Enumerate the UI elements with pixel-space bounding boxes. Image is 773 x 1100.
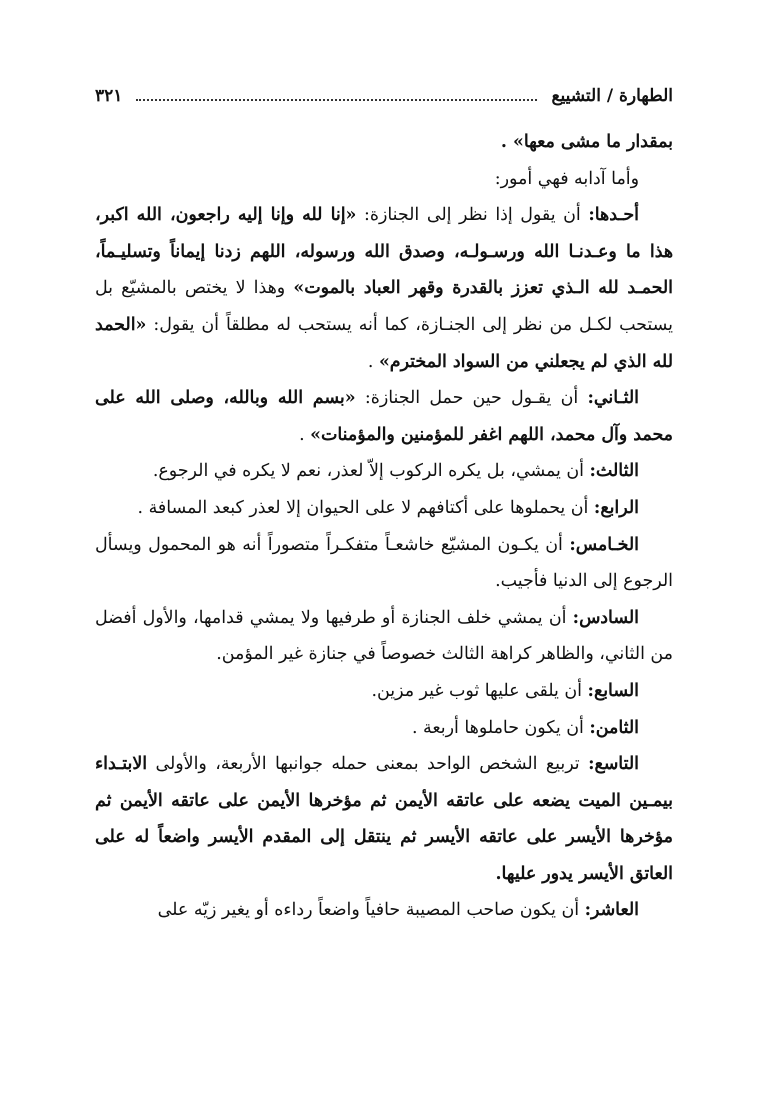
item-text: أن يمشي، بل يكره الركوب إلاّ لعذر، نعم لا يكره في الرجوع. xyxy=(152,461,590,482)
page xyxy=(95,86,673,929)
continuation-line: بمقدار ما مشى معها» . xyxy=(500,132,673,152)
adab-intro: وأما آدابه فهي أمور: xyxy=(494,168,639,189)
supplication-text: «بسم الله وبالله، وصلى الله على محمد وآل محمد، اللهم اغفر للمؤمنين والمؤمنات» xyxy=(95,388,673,445)
adab-item-seventh xyxy=(95,673,673,710)
item-label: الثالث: xyxy=(589,461,639,482)
adab-list xyxy=(95,197,673,929)
item-text: تربيع الشخص الواحد بمعنى حمله جوانبها الأربعة، والأولى xyxy=(147,754,589,775)
adab-item-sixth xyxy=(95,600,673,673)
item-label: السادس: xyxy=(572,607,639,628)
adab-item-fourth xyxy=(95,490,673,527)
adab-item-tenth xyxy=(95,892,673,929)
item-text: أن يمشي خلف الجنازة أو طرفيها ولا يمشي قدامها، والأول أفضل من الثاني، والظاهر كراهة الثالث خصوصاً في جنازة غير المؤمن. xyxy=(95,607,673,665)
item-text: أن يلقى عليها ثوب غير مزين. xyxy=(371,680,588,701)
item-text: . xyxy=(367,351,379,372)
item-text: . xyxy=(299,424,311,445)
item-text: وهذا لا يختص بالمشيّع بل يستحب لكـل من نظر إلى الجنـازة، كما أنه يستحب له مطلقاً أن يقول: xyxy=(95,278,673,335)
header-title: الطهارة / التشييع xyxy=(551,86,673,106)
item-label: أحـدها: xyxy=(588,205,640,226)
adab-item-first xyxy=(95,197,673,380)
item-text: أن يقول إذا نظر إلى الجنازة: xyxy=(356,205,589,226)
adab-item-ninth xyxy=(95,746,673,892)
item-label: السابع: xyxy=(587,680,639,701)
supplication-text: «الحمد لله الذي لم يجعلني من السواد المخترم» xyxy=(95,314,673,372)
item-label: الثامن: xyxy=(589,717,639,738)
item-label: الرابع: xyxy=(593,497,639,518)
running-header xyxy=(95,86,673,120)
item-text: أن يقـول حين حمل الجنازة: xyxy=(355,388,588,409)
adab-item-fifth xyxy=(95,527,673,600)
item-label: الثـاني: xyxy=(587,388,639,409)
item-label: العاشر: xyxy=(584,900,639,921)
item-text: أن يكون حاملوها أربعة . xyxy=(412,717,590,738)
item-text: أن يكون صاحب المصيبة حافياً واضعاً رداءه أو يغير زيّه على xyxy=(157,900,585,921)
item-text: أن يحملوها على أكتافهم لا على الحيوان إلا لعذر كبعد المسافة . xyxy=(137,497,594,518)
item-text: أن يكـون المشيّع خاشعـاً متفكـراً متصوراً أنه هو المحمول ويسأل الرجوع إلى الدنيا فأجيب. xyxy=(95,534,673,592)
page-number: ٣٢١ xyxy=(95,86,123,106)
adab-item-eighth xyxy=(95,710,673,747)
dotted-leader xyxy=(136,99,537,101)
supplication-text: الابتـداء بيمـين الميت يضعه على عاتقه الأيمن ثم مؤخرها الأيمن على عاتقه الأيمن ثم مؤخرها الأيسر على عاتقه الأيسر ثم ينتقل إلى المقدم الأيسر واضعاً له على العاتق الأيسر يدور عليها. xyxy=(95,754,673,884)
supplication-text: «إنا لله وإنا إليه راجعون، الله اكبر، هذا ما وعـدنـا الله ورسـولـه، وصدق الله ورسوله، اللهم زدنا إيماناً وتسليـماً، الحمـد لله الـذي تعزز بالقدرة وقهر العباد بالموت» xyxy=(95,205,673,299)
adab-item-second xyxy=(95,380,673,453)
item-label: التاسع: xyxy=(588,754,639,775)
item-label: الخـامس: xyxy=(569,534,639,555)
adab-item-third xyxy=(95,453,673,490)
